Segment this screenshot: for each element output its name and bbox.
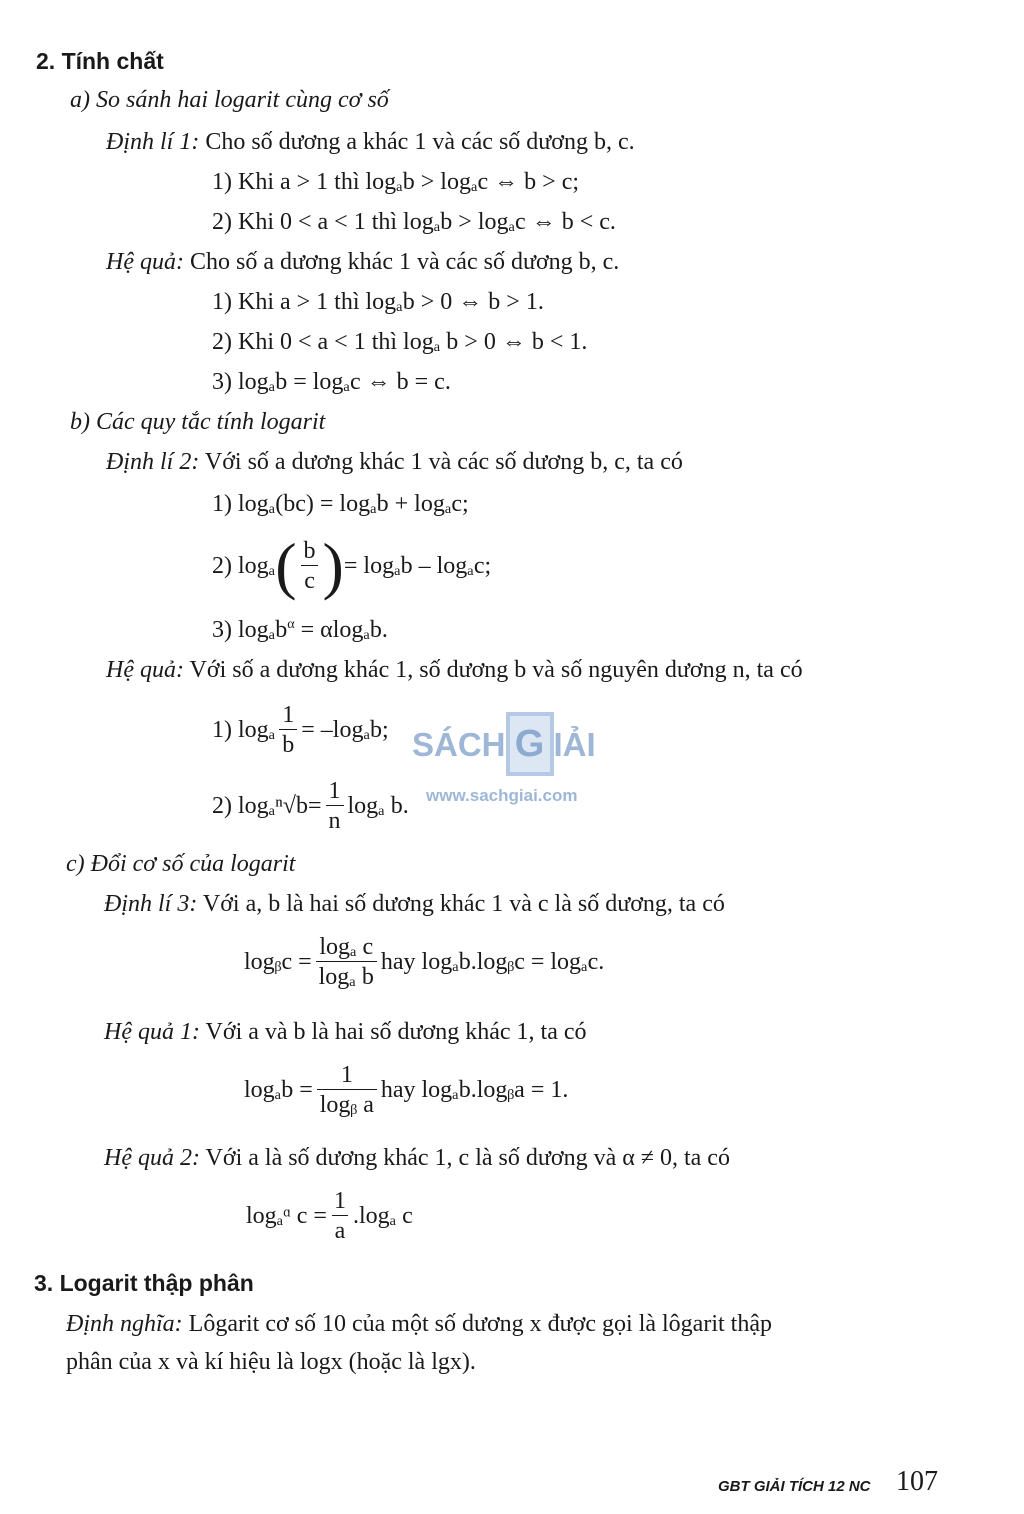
definition bbox=[66, 1310, 772, 1338]
rule-3-suffix: = αlogₐb. bbox=[294, 617, 388, 643]
fraction-denominator: a bbox=[332, 1215, 349, 1246]
watermark-logo-box: G bbox=[506, 712, 554, 776]
equals-sign: = bbox=[307, 793, 322, 819]
corollary-b-2-fraction bbox=[326, 777, 344, 836]
corollary-b-1-prefix: 1) logₐ bbox=[212, 717, 276, 743]
fraction-numerator: b bbox=[303, 537, 316, 564]
formula-3-fraction bbox=[331, 1187, 349, 1246]
fraction-denominator: c bbox=[301, 565, 318, 596]
footer-book-title: GBT GIẢI TÍCH 12 NC bbox=[718, 1478, 871, 1495]
theorem-1-label: Định lí 1: bbox=[106, 129, 200, 155]
rule-3-exponent: α bbox=[287, 617, 295, 632]
corollary-b-item-1 bbox=[212, 696, 389, 764]
theorem-2-text: Với số a dương khác 1 và các số dương b, c, ta có bbox=[199, 449, 683, 475]
formula-2-prefix: logₐb = bbox=[244, 1077, 313, 1103]
fraction-numerator: 1 bbox=[340, 1061, 353, 1088]
corollary-b-1-fraction bbox=[279, 701, 297, 760]
fraction-denominator: b bbox=[279, 729, 297, 760]
corollary-c1 bbox=[104, 1018, 587, 1046]
rule-2-suffix: = logₐb – logₐc; bbox=[343, 553, 492, 579]
theorem-2-label: Định lí 2: bbox=[106, 449, 200, 475]
theorem-1-text: Cho số dương a khác 1 và các số dương b, c. bbox=[199, 129, 635, 155]
corollary-b-text: Với số a dương khác 1, số dương b và số nguyên dương n, ta có bbox=[183, 657, 803, 683]
watermark-text-left: SÁCH bbox=[412, 726, 506, 763]
corollary-b-label: Hệ quả: bbox=[106, 657, 184, 683]
formula-3-suffix: .logₐ c bbox=[352, 1203, 413, 1229]
rule-2-prefix: 2) logₐ bbox=[212, 553, 276, 579]
theorem-3 bbox=[104, 890, 725, 918]
rule-2 bbox=[212, 532, 491, 600]
theorem-3-text: Với a, b là hai số dương khác 1 và c là số dương, ta có bbox=[197, 891, 725, 917]
corollary-b-2-suffix: logₐ b. bbox=[347, 793, 409, 819]
rule-2-fraction bbox=[301, 537, 319, 596]
watermark-text-right: IẢI bbox=[553, 726, 596, 763]
definition-text-line-1: Lôgarit cơ số 10 của một số dương x được gọi là lôgarit thập bbox=[182, 1311, 772, 1337]
left-paren: ( bbox=[275, 530, 297, 601]
formula-reciprocal bbox=[244, 1056, 568, 1124]
formula-change-base bbox=[244, 928, 604, 996]
subsection-title-a: a) So sánh hai logarit cùng cơ số bbox=[70, 87, 389, 113]
subsection-title-b: b) Các quy tắc tính logarit bbox=[70, 409, 326, 435]
formula-3-prefix: logₐᵅ c = bbox=[246, 1203, 327, 1229]
fraction-numerator: 1 bbox=[333, 1187, 346, 1214]
right-paren: ) bbox=[322, 530, 344, 601]
corollary-b-1-suffix: = –logₐb; bbox=[301, 717, 389, 743]
definition-label: Định nghĩa: bbox=[66, 1311, 183, 1337]
definition-text-line-2: phân của x và kí hiệu là logx (hoặc là lgx). bbox=[66, 1349, 476, 1375]
watermark-url: www.sachgiai.com bbox=[426, 786, 578, 805]
fraction-numerator: 1 bbox=[328, 777, 341, 804]
corollary-a bbox=[106, 248, 619, 276]
corollary-c2-text: Với a là số dương khác 1, c là số dương và α ≠ 0, ta có bbox=[199, 1145, 730, 1171]
fraction-numerator: 1 bbox=[282, 701, 295, 728]
section-heading-2: 2. Tính chất bbox=[36, 48, 164, 74]
corollary-b bbox=[106, 656, 803, 684]
theorem-2 bbox=[106, 448, 683, 476]
corollary-b-item-2 bbox=[212, 772, 409, 840]
corollary-c2-label: Hệ quả 2: bbox=[104, 1145, 200, 1171]
rule-1: 1) logₐ(bc) = logₐb + logₐc; bbox=[212, 491, 469, 517]
corollary-a-item: 1) Khi a > 1 thì logₐb > 0 ⇔ b > 1. bbox=[212, 289, 544, 315]
subsection-title-c: c) Đổi cơ số của logarit bbox=[66, 851, 296, 877]
corollary-b-2-prefix: 2) logₐ bbox=[212, 793, 276, 819]
formula-1-prefix: logᵦc = bbox=[244, 949, 312, 975]
corollary-c1-label: Hệ quả 1: bbox=[104, 1019, 200, 1045]
fraction-numerator: logₐ c bbox=[319, 933, 374, 960]
corollary-a-item: 2) Khi 0 < a < 1 thì logₐ b > 0 ⇔ b < 1. bbox=[212, 329, 588, 355]
corollary-a-text: Cho số a dương khác 1 và các số dương b, c. bbox=[183, 249, 620, 275]
formula-2-suffix: hay logₐb.logᵦa = 1. bbox=[380, 1077, 569, 1103]
formula-1-fraction bbox=[316, 933, 377, 992]
formula-2-fraction bbox=[317, 1061, 377, 1120]
rule-3-prefix: 3) logₐb bbox=[212, 617, 288, 643]
corollary-a-label: Hệ quả: bbox=[106, 249, 184, 275]
page-number: 107 bbox=[896, 1466, 938, 1497]
theorem-1-item: 1) Khi a > 1 thì logₐb > logₐc ⇔ b > c; bbox=[212, 169, 580, 195]
fraction-denominator: n bbox=[326, 805, 344, 836]
watermark-logo bbox=[412, 712, 596, 776]
corollary-c2 bbox=[104, 1144, 730, 1172]
formula-1-suffix: hay logₐb.logᵦc = logₐc. bbox=[380, 949, 605, 975]
corollary-a-item: 3) logₐb = logₐc ⇔ b = c. bbox=[212, 369, 451, 395]
formula-power-base bbox=[246, 1182, 413, 1250]
fraction-denominator: logᵦ a bbox=[317, 1089, 377, 1120]
theorem-3-label: Định lí 3: bbox=[104, 891, 198, 917]
fraction-denominator: logₐ b bbox=[316, 961, 377, 992]
nth-root: ⁿ√b bbox=[275, 793, 308, 819]
theorem-1 bbox=[106, 128, 635, 156]
corollary-c1-text: Với a và b là hai số dương khác 1, ta có bbox=[199, 1019, 587, 1045]
section-heading-3: 3. Logarit thập phân bbox=[34, 1270, 254, 1296]
theorem-1-item: 2) Khi 0 < a < 1 thì logₐb > logₐc ⇔ b < c. bbox=[212, 209, 616, 235]
rule-3 bbox=[212, 616, 388, 644]
